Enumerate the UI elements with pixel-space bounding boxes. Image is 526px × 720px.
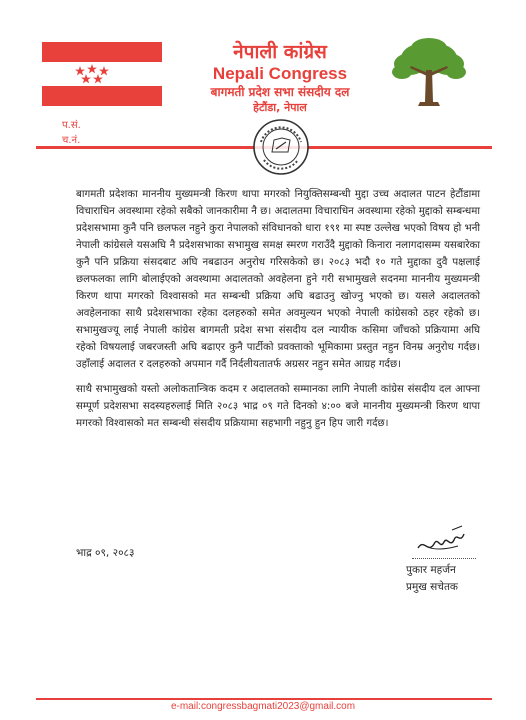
- body-paragraph-2: साथै सभामुखको यस्तो अलोकतान्त्रिक कदम र अदालतको सम्मानका लागि नेपाली कांग्रेस संसदीय दल आफ्ना सम्पूर्ण प्रदेशसभा सदस्यहरुलाई मिति २०८३ भाद्र ०९ गते दिनको ४:०० बजे माननीय मुख्यमन्त्री किरण थापा मगरको विश्वासको मत सम्बन्धी संसदीय प्रक्रियामा सहभागी नहुनु हुन हिप जारी गर्दछ।: [76, 384, 480, 429]
- flag-stars-icon: [72, 64, 112, 84]
- signatory-title: प्रमुख सचेतक: [406, 581, 458, 593]
- reference-block: [62, 118, 81, 148]
- handwritten-signature: [414, 520, 470, 560]
- flag-bottom-band: [42, 86, 162, 106]
- signatory-name: पुकार महर्जन: [406, 564, 456, 576]
- party-flag-logo: [42, 42, 162, 106]
- location: हेटौंडा, नेपाल: [253, 101, 307, 114]
- signatory-block: [406, 562, 458, 596]
- dispatch-number-label: च.नं.: [62, 135, 81, 146]
- signature-line: [412, 558, 476, 559]
- footer-divider: [36, 698, 492, 700]
- letter-body: [76, 186, 480, 440]
- parliamentary-party-title: बागमती प्रदेश सभा संसदीय दल: [210, 85, 350, 99]
- tree-logo-icon: [388, 36, 470, 108]
- letter-date: भाद्र ०९, २०८३: [76, 547, 135, 559]
- body-paragraph-1: बागमती प्रदेशका माननीय मुख्यमन्त्री किरण थापा मगरको नियुक्तिसम्बन्धी मुद्दा उच्च अदालत पाटन हेटौंडामा विचाराधिन अवस्थामा रहेको सबैको जानकारीमा नै छ। अदालतमा विचाराधिन अवस्थामा रहेको मुद्दाको सम्बन्धमा प्रदेशसभामा कुनै पनि छलफल नहुने कुरा नेपालको संविधानको धारा १९१ मा स्पष्ट उल्लेख भएको विषय हो भनी नेपाली कांग्रेसले यसअघि नै प्रदेशसभाका सभामुख समक्ष स्मरण गराउँदै मुद्दाको किनारा नलागदासम्म यसबारेका कुनै पनि प्रक्रिया संसदबाट अघि नबढाउन अनुरोध गरिसकेको छ। २०८३ भदौ १० गते मुद्दाका दुवै पक्षलाई छलफलका लागि बोलाईएको अवस्थामा अदालतको अवहेलना हुने गरी सभामुखले सदनमा माननीय मुख्यमन्त्री किरण थापा मगरको विश्वासको मत सम्बन्धी प्रक्रिया अघि बढाउनु खोज्नु भएको छ। यसले अदालतको अवहेलनाका साथै प्रदेशसभाका रहेका दलहरुको समेत अवमुल्यन भएको नेपाली कांग्रेसको ठहर रहेको छ। सभामुखज्यू लाई नेपाली कांग्रेस बागमती प्रदेश सभा संसदीय दल न्यायीक कसिमा जाँचको प्रक्रियामा अघि रहेको विषयलाई जबरजस्ती अघि बढाएर कुनै पार्टीको प्रवक्ताको भूमिकामा प्रस्तुत नहुन विनम्र अनुरोध गर्दछ। उहाँलाई अदालत र दलहरुको अपमान गर्दै निर्दलीयतातर्फ अग्रसर नहुन समेत आग्रह गर्दछ।: [76, 189, 480, 370]
- party-name-nepali: नेपाली कांग्रेस: [233, 41, 327, 63]
- official-seal-stamp: [252, 118, 310, 176]
- flag-top-band: [42, 42, 162, 62]
- party-name-english: Nepali Congress: [212, 64, 348, 83]
- footer-email[interactable]: e-mail:congressbagmati2023@gmail.com: [170, 701, 356, 712]
- letterhead: [170, 40, 390, 115]
- reference-number-label: प.सं.: [62, 120, 81, 131]
